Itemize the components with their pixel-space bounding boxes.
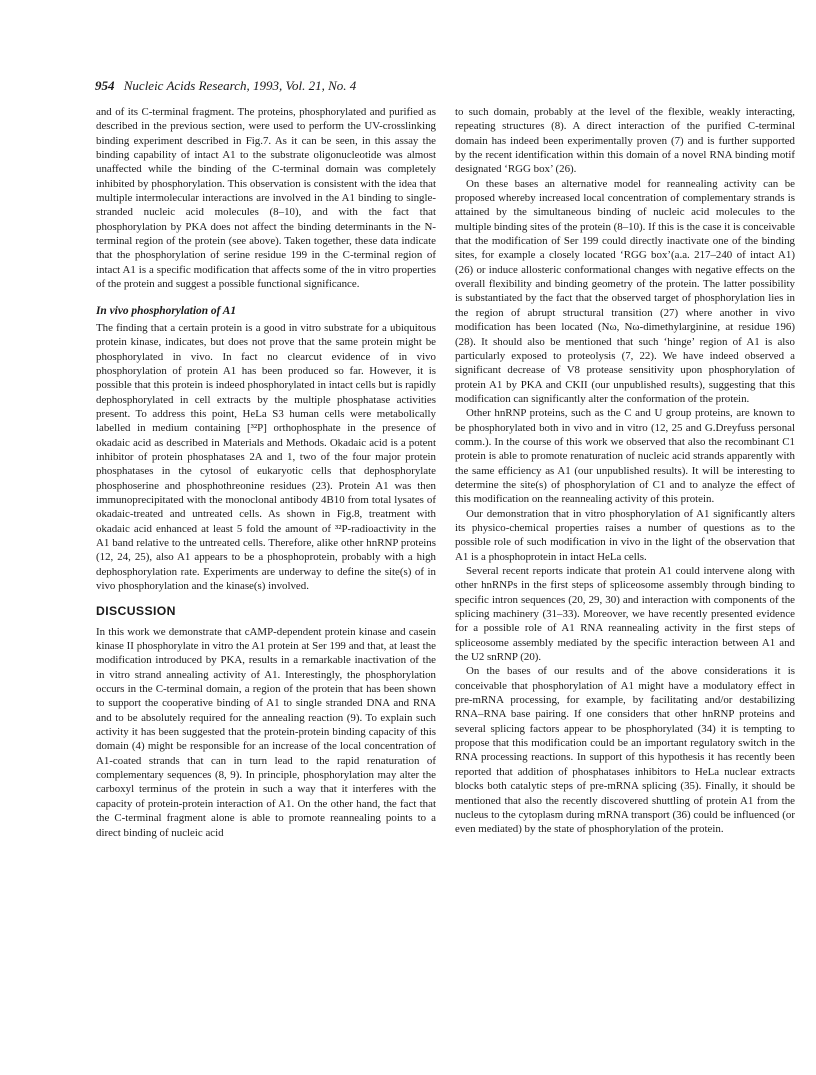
left-column xyxy=(96,105,436,840)
paragraph: Other hnRNP proteins, such as the C and U group proteins, are known to be phosphorylated both in vivo and in vitro (12, 25 and G.Dreyfuss personal comm.). In the course of this work we observed that also the recombinant C1 protein is able to promote renaturation of nucleic acid strands apparently with the same efficiency as A1 (our unpublished results). It will be interesting to determine the site(s) of phosphorylation of C1 and to analyze the effect of this modification on the reannealing activity of this protein. xyxy=(455,407,795,506)
paragraph: to such domain, probably at the level of the flexible, weakly interacting, repeating structures (8). A direct interaction of the purified C-terminal domain has indeed been experimentally proven (7) and is further supported by the recent identification within this domain of a novel RNA binding motif designated ‘RGG box’ (26). xyxy=(455,106,795,176)
journal-citation: Nucleic Acids Research, 1993, Vol. 21, No. 4 xyxy=(123,78,357,93)
page-number: 954 xyxy=(95,78,115,93)
section-heading-discussion: DISCUSSION xyxy=(96,604,176,619)
section-heading-in-vivo: In vivo phosphorylation of A1 xyxy=(96,305,237,318)
right-column xyxy=(455,105,795,837)
paragraph: On the bases of our results and of the above considerations it is conceivable that phosphorylation of A1 might have a modulatory effect in pre-mRNA processing, for example, by facilitating and/or destabilizing RNA–RNA base pairing. If one considers that other hnRNP proteins and several splicing factors appear to be phosphorylated (34) it is tempting to propose that this modification could be an important regulatory switch in the RNA processing reactions. In support of this hypothesis it has recently been reported that addition of phosphatases inhibitors to HeLa nuclear extracts blocks both catalytic steps of pre-mRNA splicing (35). Finally, it should be mentioned that also the recently discovered shuttling of protein A1 from the nucleus to the cytoplasm during mRNA transport (36) could be influenced (or even mediated) by the state of phosphorylation of the protein. xyxy=(455,665,795,836)
paragraph: The finding that a certain protein is a good in vitro substrate for a ubiquitous protein kinase, indicates, but does not prove that the same protein might be phosphorylated in vivo. In fact no clearcut evidence of in vivo phosphorylation of protein A1 has been produced so far. However, it is possible that this protein is indeed phosphorylated in intact cells but is rapidly dephosphorylated in cell extracts by the multiple phosphatase activities present. To address this point, HeLa S3 human cells were metabolically labelled in medium containing [³²P] orthophosphate in the presence of okadaic acid as described in Materials and Methods. Okadaic acid is a potent inhibitor of protein phosphatases 2A and 1, two of the four major protein phosphatases in the cytosol of eukaryotic cells that dephosphorylate phosphoserine and phosphothreonine residues (23). Protein A1 was then immunoprecipitated with the monoclonal antibody 4B10 from total lysates of okadaic-treated and untreated cells. As shown in Fig.8, treatment with okadaic acid enhanced at least 5 fold the amount of ³²P-radioactivity in the A1 band relative to the untreated cells. Therefore, alike other hnRNP proteins (12, 24, 25), also A1 appears to be a phosphoprotein, probably with a high dephosphorylation rate. Experiments are underway to define the site(s) of in vivo phosphorylation and the kinase(s) involved. xyxy=(96,321,436,592)
running-header xyxy=(95,78,356,94)
paragraph: and of its C-terminal fragment. The proteins, phosphorylated and purified as described in the previous section, were used to perform the UV-crosslinking binding experiment described in Fig.7. As it can be seen, in this assay the binding capability of intact A1 to the substrate oligonucleotide was almost unaffected while the binding of the C-terminal domain was completely inhibited by phosphorylation. This observation is consistent with the idea that multiple intermolecular interactions are involved in the A1 binding to single-stranded nucleic acid molecules (8–10), and with the fact that phosphorylation by PKA does not affect the binding determinants in the N-terminal region of the protein (see above). Taken together, these data indicate that the phosphorylation of serine residue 199 in the C-terminal region of intact A1 is a specific modification that affects some of the in vitro properties of the protein and suggest a possible functional significance. xyxy=(96,106,436,291)
paragraph: Our demonstration that in vitro phosphorylation of A1 significantly alters its physico-chemical properties raises a number of questions as to the possible role of such modification in vivo in the light of the observation that A1 is a phosphoprotein in intact HeLa cells. xyxy=(455,507,795,563)
paragraph: In this work we demonstrate that cAMP-dependent protein kinase and casein kinase II phosphorylate in vitro the A1 protein at Ser 199 and that, at least the modification introduced by PKA, results in a remarkable inactivation of the in vitro strand annealing activity of A1. Interestingly, the phosphorylation occurs in the C-terminal domain, a region of the protein that has been shown to support the cooperative binding of A1 to single stranded DNA and RNA and to be absolutely required for the annealing reaction (9). To explain such activity it has been suggested that the protein-protein binding capacity of this domain (4) might be responsible for an increase of the local concentration of A1-coated strands that can in turn lead to the rapid renaturation of complementary sequences (8, 9). In principle, phosphorylation may alter the carboxyl terminus of the protein in such a way that it interferes with the capacity of protein-protein interaction of A1. On the other hand, the fact that the C-terminal fragment alone is able to promote reannealing points to a direct binding of nucleic acid xyxy=(96,625,436,839)
paragraph: On these bases an alternative model for reannealing activity can be proposed whereby increased local concentration of complementary strands is attained by the simultaneous binding of nucleic acid molecules to the multiple binding sites of the protein (8–10). If this is the case it is conceivable that the modification of Ser 199 could directly inactivate one of the binding sites, for example a closely located ‘RGG box’(a.a. 217–240 of intact A1) (26) or induce allosteric conformational changes with negative effects on the overall flexibility and binding geometry of the protein. The latter possibility is substantiated by the fact that the observed target of phosphorylation lies in the region of abrupt structural transition (27) where another in vivo modification has been located (Nω, Nω-dimethylarginine, at residue 196)(28). It should also be mentioned that such ‘hinge’ region of A1 is also particularly exposed to proteolysis (7, 22). We have indeed observed a significant decrease of V8 protease sensitivity upon phosphorylation of protein A1 by PKA and CKII (our unpublished results), suggesting that this modification can significantly alter the conformation of the protein. xyxy=(455,177,795,405)
paragraph: Several recent reports indicate that protein A1 could intervene along with other hnRNPs in the first steps of spliceosome assembly through binding to specific intron sequences (20, 29, 30) and interaction with components of the splicing machinery (31–33). Moreover, we have recently presented evidence for a possible role of A1 RNA reannealing activity in the first steps of spliceosome assembly mediated by the specific interaction between A1 and the U2 snRNP (20). xyxy=(455,565,795,664)
